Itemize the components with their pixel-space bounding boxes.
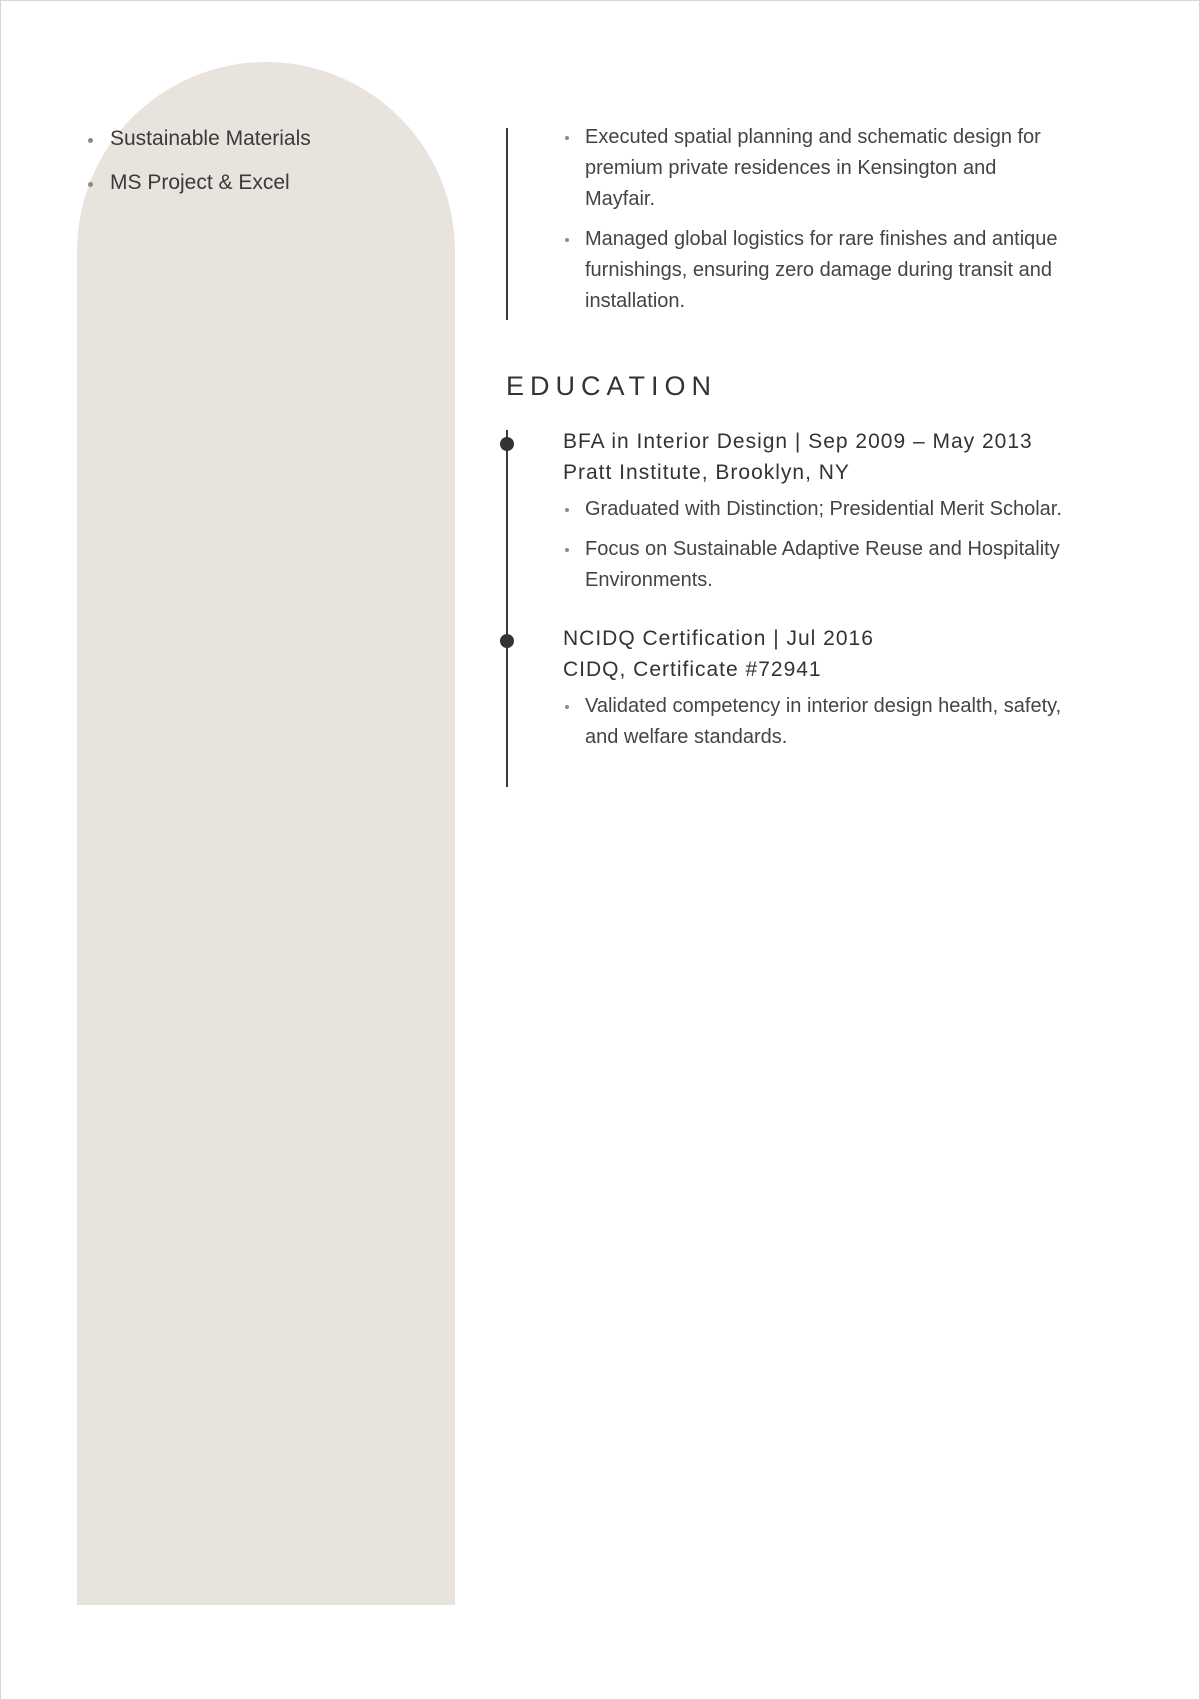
education-entry-title: NCIDQ Certification | Jul 2016 [563,627,874,650]
timeline-node [500,437,514,451]
experience-bullet-text: Executed spatial planning and schematic design for premium private residences in Kensington and Mayfair. [585,126,1041,210]
education-entry [508,426,1068,596]
skill-label: MS Project & Excel [110,171,290,194]
education-bullet-text: Focus on Sustainable Adaptive Reuse and Hospitality Environments. [585,538,1060,591]
bullet-dot [565,508,569,512]
education-timeline [506,430,1068,787]
experience-bullets [508,122,1068,317]
education-entry-institution: Pratt Institute, Brooklyn, NY [563,461,850,484]
bullet-dot [88,138,93,143]
experience-bullet-text: Managed global logistics for rare finishes and antique furnishings, ensuring zero damage during transit and installation. [585,228,1058,312]
skill-label: Sustainable Materials [110,127,311,150]
bullet-dot [565,238,569,242]
experience-bullet [508,122,1068,215]
education-heading: EDUCATION [506,371,718,401]
education-bullet [563,691,1068,753]
education-entry [508,623,1068,753]
bullet-dot [565,136,569,140]
bullet-dot [565,548,569,552]
experience-continuation [506,128,1068,320]
education-entry-bullets [563,691,1068,753]
education-bullet-text: Graduated with Distinction; Presidential Merit Scholar. [585,498,1062,520]
skill-item [88,168,311,198]
bullet-dot [565,705,569,709]
education-bullet [563,494,1068,525]
skills-list [88,124,311,212]
timeline-node [500,634,514,648]
skill-item [88,124,311,154]
education-entry-title: BFA in Interior Design | Sep 2009 – May 2013 [563,430,1033,453]
education-entry-bullets [563,494,1068,596]
bullet-dot [88,182,93,187]
education-bullet-text: Validated competency in interior design health, safety, and welfare standards. [585,695,1062,748]
education-entry-institution: CIDQ, Certificate #72941 [563,658,822,681]
experience-bullet [508,224,1068,317]
education-bullet [563,534,1068,596]
sidebar-arch-background [77,62,455,1605]
